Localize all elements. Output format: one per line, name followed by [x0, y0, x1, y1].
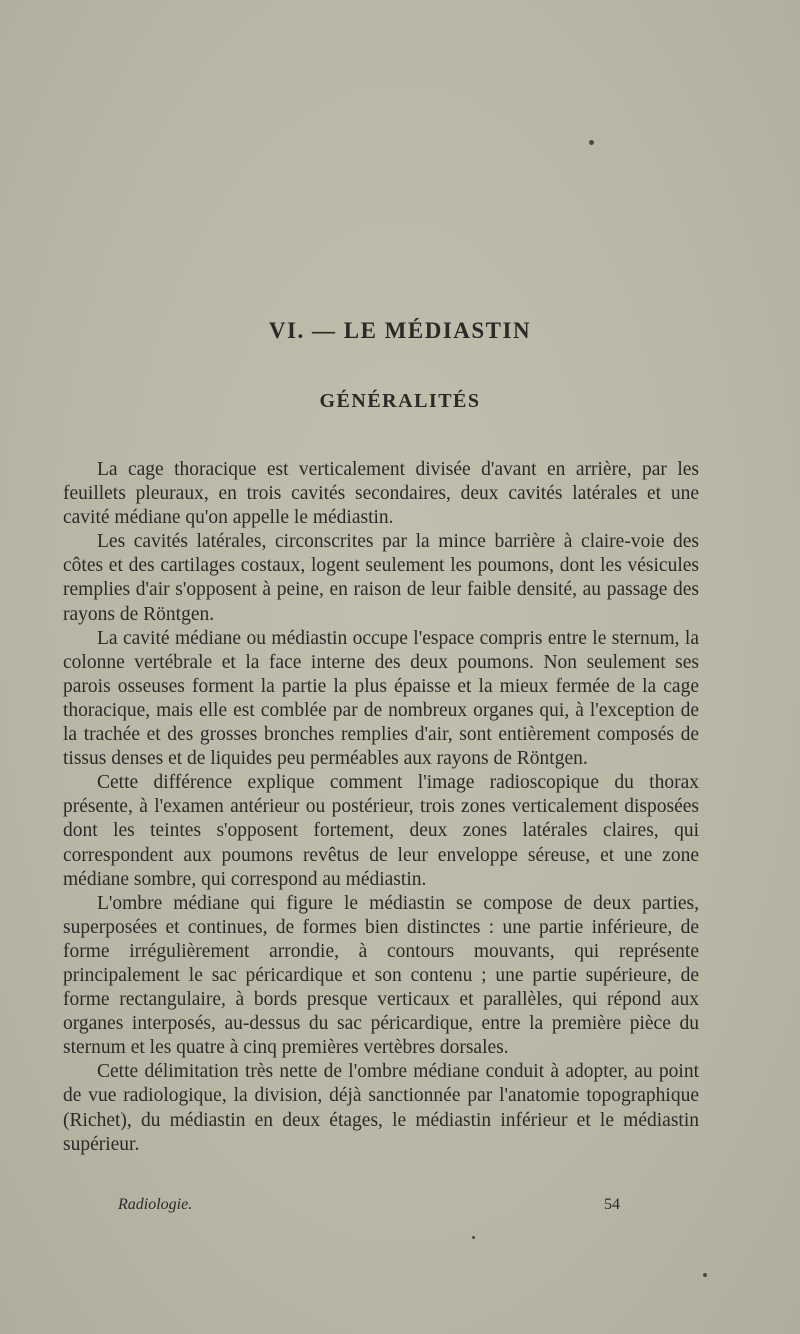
paragraph: La cage thoracique est verticalement divisée d'avant en arrière, par les feuillets pleuraux, en trois cavités secondaires, deux cavités latérales et une cavité médiane qu'on appelle le médiastin. [63, 459, 699, 529]
paragraph: Cette délimitation très nette de l'ombre médiane conduit à adopter, au point de vue radiologique, la division, déjà sanctionnée par l'anatomie topographique (Richet), du médiastin en deux étages, le médiastin inférieur et le médiastin supérieur. [63, 1061, 699, 1155]
ink-speck [589, 140, 594, 145]
chapter-title: VI. — LE MÉDIASTIN [268, 318, 532, 343]
signature-number: 54 [604, 1196, 620, 1213]
paragraph: Les cavités latérales, circonscrites par la mince barrière à claire-voie des côtes et des cartilages costaux, logent seulement les poumons, dont les vésicules remplies d'air s'opposent à peine, en raison de leur faible densité, au passage des rayons de Röntgen. [63, 531, 699, 625]
ink-speck [472, 1236, 475, 1239]
paragraph: Cette différence explique comment l'image radioscopique du thorax présente, à l'examen antérieur ou postérieur, trois zones verticalement disposées dont les teintes s'opposent fortement, deux zones latérales claires, qui correspondent aux poumons revêtus de leur enveloppe séreuse, et une zone médiane sombre, qui correspond au médiastin. [63, 772, 699, 890]
paragraph: La cavité médiane ou médiastin occupe l'espace compris entre le sternum, la colonne vertébrale et la face interne des deux poumons. Non seulement ses parois osseuses forment la partie la plus épaisse et la mieux fermée de la cage thoracique, mais elle est comblée par de nombreux organes qui, à l'exception de la trachée et des grosses bronches remplies d'air, sont entièrement composés de tissus denses et de liquides peu perméables aux rayons de Röntgen. [63, 627, 699, 770]
ink-speck [703, 1273, 707, 1277]
section-title: GÉNÉRALITÉS [319, 390, 481, 412]
body-text [63, 458, 699, 1157]
signature-mark: Radiologie. [118, 1196, 193, 1213]
paragraph: L'ombre médiane qui figure le médiastin se compose de deux parties, superposées et continues, de formes bien distinctes : une partie inférieure, de forme irrégulièrement arrondie, à contours mouvants, qui représente principalement le sac péricardique et son contenu ; une partie supérieure, de forme rectangulaire, à bords presque verticaux et parallèles, qui répond aux organes interposés, au-dessus du sac péricardique, entre la première pièce du sternum et les quatre à cinq premières vertèbres dorsales. [63, 892, 699, 1059]
